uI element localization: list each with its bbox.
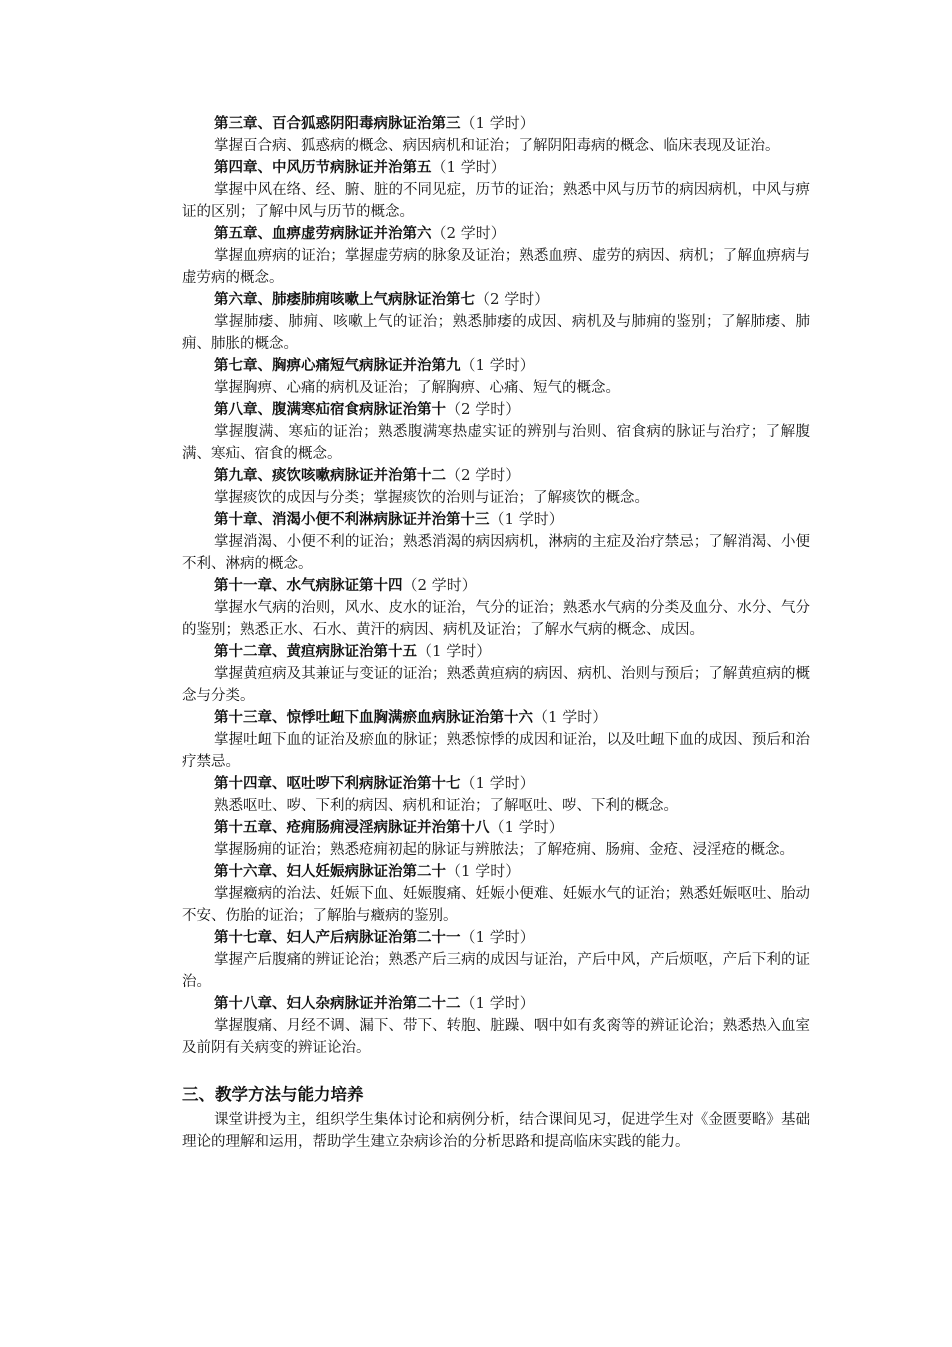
chapter-hours: （2 学时）: [475, 290, 550, 308]
chapter-hours: （1 学时）: [489, 510, 564, 528]
chapter-heading: 第十六章、妇人妊娠病脉证治第二十: [214, 864, 446, 880]
chapter-hours: （1 学时）: [533, 708, 608, 726]
chapter-body: 掌握水气病的治则，风水、皮水的证治，气分的证治；熟悉水气病的分类及血分、水分、气分的鉴别；熟悉正水、石水、黄汗的病因、病机及证治；了解水气病的概念、成因。: [182, 600, 810, 638]
chapter-18: [182, 993, 810, 1059]
chapter-body: 掌握胸痹、心痛的病机及证治；了解胸痹、心痛、短气的概念。: [214, 380, 620, 396]
chapter-body: 掌握痰饮的成因与分类；掌握痰饮的治则与证治；了解痰饮的概念。: [214, 490, 649, 506]
chapter-17: [182, 927, 810, 993]
chapter-5: [182, 223, 810, 289]
chapter-body: 掌握消渴、小便不利的证治；熟悉消渴的病因病机，淋病的主症及治疗禁忌；了解消渴、小便不利、淋病的概念。: [182, 534, 810, 572]
section-body: 课堂讲授为主，组织学生集体讨论和病例分析，结合课间见习，促进学生对《金匮要略》基础理论的理解和运用，帮助学生建立杂病诊治的分析思路和提高临床实践的能力。: [182, 1112, 810, 1150]
document-page: [182, 113, 810, 1153]
chapter-heading: 第十一章、水气病脉证第十四: [214, 578, 403, 594]
chapter-body: 掌握黄疸病及其兼证与变证的证治；熟悉黄疸病的病因、病机、治则与预后；了解黄疸病的概念与分类。: [182, 666, 810, 704]
chapter-body: 掌握腹痛、月经不调、漏下、带下、转胞、脏躁、咽中如有炙脔等的辨证论治；熟悉热入血室及前阴有关病变的辨证论治。: [182, 1018, 810, 1056]
chapter-heading: 第七章、胸痹心痛短气病脉证并治第九: [214, 358, 461, 374]
chapter-heading: 第八章、腹满寒疝宿食病脉证治第十: [214, 402, 446, 418]
chapter-title: [182, 817, 810, 839]
chapter-title: [182, 223, 810, 245]
chapter-body: 掌握癥病的治法、妊娠下血、妊娠腹痛、妊娠小便难、妊娠水气的证治；熟悉妊娠呕吐、胎动不安、伤胎的证治；了解胎与癥病的鉴别。: [182, 886, 810, 924]
chapter-body: 掌握腹满、寒疝的证治；熟悉腹满寒热虚实证的辨别与治则、宿食病的脉证与治疗；了解腹满、寒疝、宿食的概念。: [182, 424, 810, 462]
chapter-8: [182, 399, 810, 465]
chapter-body: 掌握产后腹痛的辨证论治；熟悉产后三病的成因与证治，产后中风，产后烦呕，产后下利的证治。: [182, 952, 810, 990]
chapter-body: 掌握肺痿、肺痈、咳嗽上气的证治；熟悉肺痿的成因、病机及与肺痈的鉴别；了解肺痿、肺痈、肺胀的概念。: [182, 314, 810, 352]
chapter-title: [182, 113, 810, 135]
chapter-title: [182, 355, 810, 377]
chapter-13: [182, 707, 810, 773]
chapter-12: [182, 641, 810, 707]
chapter-heading: 第三章、百合狐惑阴阳毒病脉证治第三: [214, 116, 461, 132]
chapter-heading: 第十八章、妇人杂病脉证并治第二十二: [214, 996, 461, 1012]
chapter-title: [182, 707, 810, 729]
chapter-title: [182, 157, 810, 179]
chapter-body: 掌握吐衄下血的证治及瘀血的脉证；熟悉惊悸的成因和证治，以及吐衄下血的成因、预后和治疗禁忌。: [182, 732, 810, 770]
chapter-hours: （1 学时）: [460, 774, 535, 792]
chapter-title: [182, 773, 810, 795]
chapter-10: [182, 509, 810, 575]
chapter-hours: （1 学时）: [460, 114, 535, 132]
chapter-heading: 第六章、肺痿肺痈咳嗽上气病脉证治第七: [214, 292, 475, 308]
chapter-hours: （1 学时）: [446, 862, 521, 880]
chapter-body: 熟悉呕吐、哕、下利的病因、病机和证治；了解呕吐、哕、下利的概念。: [214, 798, 678, 814]
chapter-hours: （1 学时）: [460, 356, 535, 374]
chapter-heading: 第五章、血痹虚劳病脉证并治第六: [214, 226, 432, 242]
chapter-15: [182, 817, 810, 861]
chapter-heading: 第十三章、惊悸吐衄下血胸满瘀血病脉证治第十六: [214, 710, 533, 726]
chapter-hours: （1 学时）: [460, 928, 535, 946]
chapter-title: [182, 289, 810, 311]
chapter-16: [182, 861, 810, 927]
chapter-7: [182, 355, 810, 399]
section-title: 三、教学方法与能力培养: [182, 1085, 364, 1104]
chapter-hours: （2 学时）: [431, 224, 506, 242]
chapter-heading: 第十七章、妇人产后病脉证治第二十一: [214, 930, 461, 946]
chapter-title: [182, 509, 810, 531]
chapter-title: [182, 465, 810, 487]
chapter-heading: 第十四章、呕吐哕下利病脉证治第十七: [214, 776, 461, 792]
chapter-body: 掌握百合病、狐惑病的概念、病因病机和证治；了解阴阳毒病的概念、临床表现及证治。: [214, 138, 780, 154]
chapter-heading: 第九章、痰饮咳嗽病脉证并治第十二: [214, 468, 446, 484]
chapter-9: [182, 465, 810, 509]
chapter-heading: 第十章、消渴小便不利淋病脉证并治第十三: [214, 512, 490, 528]
chapter-heading: 第十五章、疮痈肠痈浸淫病脉证并治第十八: [214, 820, 490, 836]
chapter-hours: （1 学时）: [417, 642, 492, 660]
chapter-14: [182, 773, 810, 817]
chapter-hours: （1 学时）: [431, 158, 506, 176]
chapter-body: 掌握中风在络、经、腑、脏的不同见症，历节的证治；熟悉中风与历节的病因病机，中风与痹证的区别；了解中风与历节的概念。: [182, 182, 810, 220]
chapter-hours: （2 学时）: [446, 466, 521, 484]
chapter-3: [182, 113, 810, 157]
chapter-title: [182, 993, 810, 1015]
chapter-title: [182, 861, 810, 883]
chapter-title: [182, 641, 810, 663]
chapter-hours: （2 学时）: [446, 400, 521, 418]
chapter-title: [182, 927, 810, 949]
chapter-hours: （2 学时）: [402, 576, 477, 594]
chapter-hours: （1 学时）: [489, 818, 564, 836]
chapter-title: [182, 399, 810, 421]
chapter-title: [182, 575, 810, 597]
chapter-body: 掌握血痹病的证治；掌握虚劳病的脉象及证治；熟悉血痹、虚劳的病因、病机；了解血痹病与虚劳病的概念。: [182, 248, 810, 286]
chapter-heading: 第四章、中风历节病脉证并治第五: [214, 160, 432, 176]
chapter-body: 掌握肠痈的证治；熟悉疮痈初起的脉证与辨脓法；了解疮痈、肠痈、金疮、浸淫疮的概念。: [214, 842, 794, 858]
chapter-11: [182, 575, 810, 641]
chapter-6: [182, 289, 810, 355]
chapter-4: [182, 157, 810, 223]
chapter-hours: （1 学时）: [460, 994, 535, 1012]
chapter-heading: 第十二章、黄疸病脉证治第十五: [214, 644, 417, 660]
